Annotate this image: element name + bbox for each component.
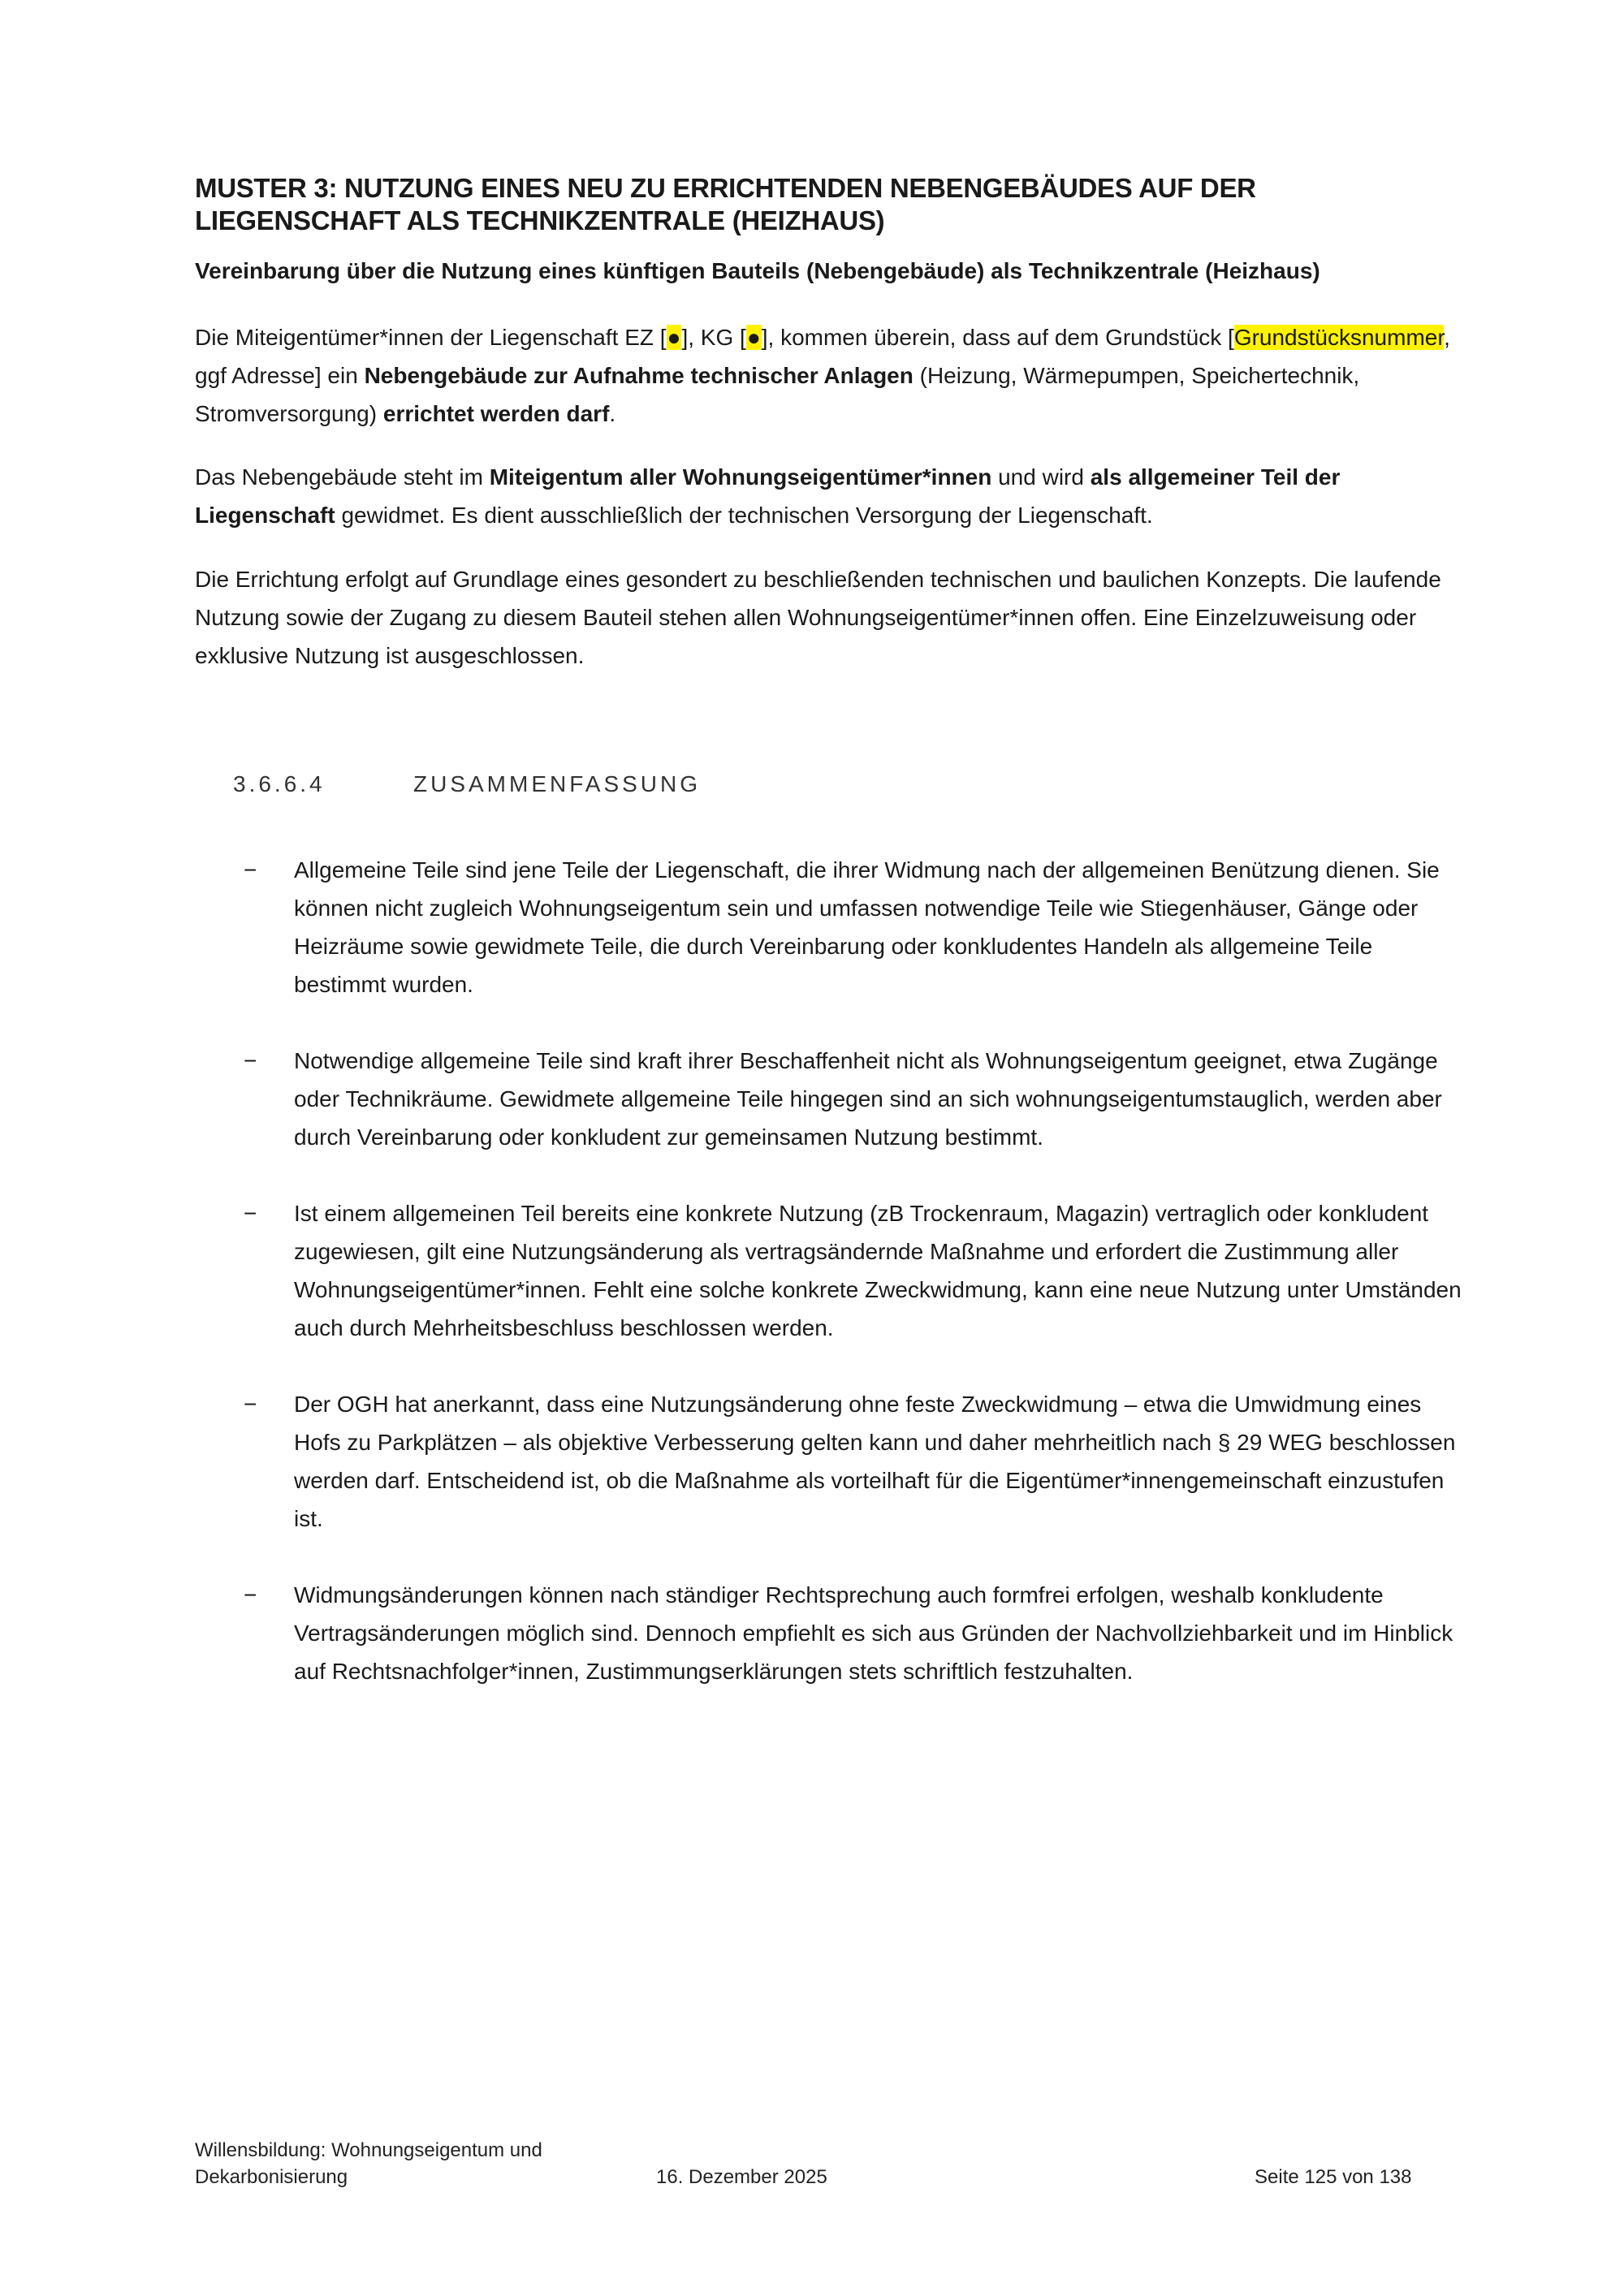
dash-bullet: − (244, 857, 257, 883)
dash-bullet: − (244, 1392, 257, 1417)
bold-nebengebaeude: Nebengebäude zur Aufnahme technischer Anlagen (364, 363, 914, 388)
placeholder-kg: ● (746, 325, 761, 350)
placeholder-grundstuecksnummer: Grundstücksnummer (1233, 325, 1445, 350)
muster-title-line1: MUSTER 3: NUTZUNG EINES NEU ZU ERRICHTENDEN NEBENGEBÄUDES AUF DER (195, 173, 1256, 203)
paragraph-parties: Die Miteigentümer*innen der Liegenschaft EZ [●], KG [●], kommen überein, dass auf dem Grundstück [Grundstücksnummer, ggf Adresse] ein Nebengebäude zur Aufnahme technischer Anlagen (Heizung, Wärmepumpen, Speichertechnik, Stromversorgung) errichtet werden darf. (195, 325, 1450, 426)
footer-document-title: Willensbildung: Wohnungseigentum und Dekarbonisierung (195, 2139, 542, 2188)
dash-bullet: − (244, 1201, 257, 1226)
bold-miteigentum: Miteigentum aller Wohnungseigentümer*innen (489, 464, 992, 490)
paragraph-ownership: Das Nebengebäude steht im Miteigentum aller Wohnungseigentümer*innen und wird als allgemeiner Teil der Liegenschaft gewidmet. Es dient ausschließlich der technischen Versorgung der Liegenschaft. (195, 464, 1341, 528)
dash-bullet: − (244, 1582, 257, 1608)
list-item: − Notwendige allgemeine Teile sind kraft ihrer Beschaffenheit nicht als Wohnungseigentum geeignet, etwa Zugänge oder Technikräume. Gewidmete allgemeine Teile hingegen sind an sich wohnungseigentumstauglich, werden aber durch Vereinbarung oder konkludent zur gemeinsamen Nutzung bestimmt. (244, 1042, 1462, 1156)
placeholder-ez: ● (667, 325, 681, 350)
bold-errichtet: errichtet werden darf (382, 401, 610, 426)
section-number: 3.6.6.4 (233, 771, 326, 796)
dash-bullet: − (244, 1048, 257, 1073)
muster-title (195, 172, 1478, 237)
list-item: − Widmungsänderungen können nach ständiger Rechtsprechung auch formfrei erfolgen, weshalb konkludente Vertragsänderungen möglich sind. Dennoch empfiehlt es sich aus Gründen der Nachvollziehbarkeit und im Hinblick auf Rechtsnachfolger*innen, Zustimmungserklärungen stets schriftlich festzuhalten. (244, 1576, 1462, 1690)
footer-page-number: Seite 125 von 138 (1255, 2166, 1412, 2188)
agreement-subtitle: Vereinbarung über die Nutzung eines künftigen Bauteils (Nebengebäude) als Technikzentrale (Heizhaus) (195, 258, 1320, 283)
summary-list (244, 851, 1462, 1728)
bold-allgemeiner-teil: als allgemeiner Teil der Liegenschaft (195, 464, 1341, 528)
list-item: − Der OGH hat anerkannt, dass eine Nutzungsänderung ohne feste Zweckwidmung – etwa die Umwidmung eines Hofs zu Parkplätzen – als objektive Verbesserung gelten kann und daher mehrheitlich nach § 29 WEG beschlossen werden darf. Entscheidend ist, ob die Maßnahme als vorteilhaft für die Eigentümer*innengemeinschaft einzustufen ist. (244, 1385, 1462, 1538)
paragraph-usage: Die Errichtung erfolgt auf Grundlage eines gesondert zu beschließenden technischen und baulichen Konzepts. Die laufende Nutzung sowie der Zugang zu diesem Bauteil stehen allen Wohnungseigentümer*innen offen. Eine Einzelzuweisung oder exklusive Nutzung ist ausgeschlossen. (195, 567, 1441, 668)
list-item: − Ist einem allgemeinen Teil bereits eine konkrete Nutzung (zB Trockenraum, Magazin) vertraglich oder konkludent zugewiesen, gilt eine Nutzungsänderung als vertragsändernde Maßnahme und erfordert die Zustimmung aller Wohnungseigentümer*innen. Fehlt eine solche konkrete Zweckwidmung, kann eine neue Nutzung unter Umständen auch durch Mehrheitsbeschluss beschlossen werden. (244, 1194, 1462, 1347)
footer-date: 16. Dezember 2025 (656, 2166, 827, 2188)
muster-title-line2: LIEGENSCHAFT ALS TECHNIKZENTRALE (HEIZHAUS) (195, 205, 885, 235)
section-title: ZUSAMMENFASSUNG (413, 771, 702, 796)
section-heading (233, 770, 964, 799)
list-item: − Allgemeine Teile sind jene Teile der Liegenschaft, die ihrer Widmung nach der allgemeinen Benützung dienen. Sie können nicht zugleich Wohnungseigentum sein und umfassen notwendige Teile wie Stiegenhäuser, Gänge oder Heizräume sowie gewidmete Teile, die durch Vereinbarung oder konkludentes Handeln als allgemeine Teile bestimmt wurden. (244, 851, 1462, 1003)
